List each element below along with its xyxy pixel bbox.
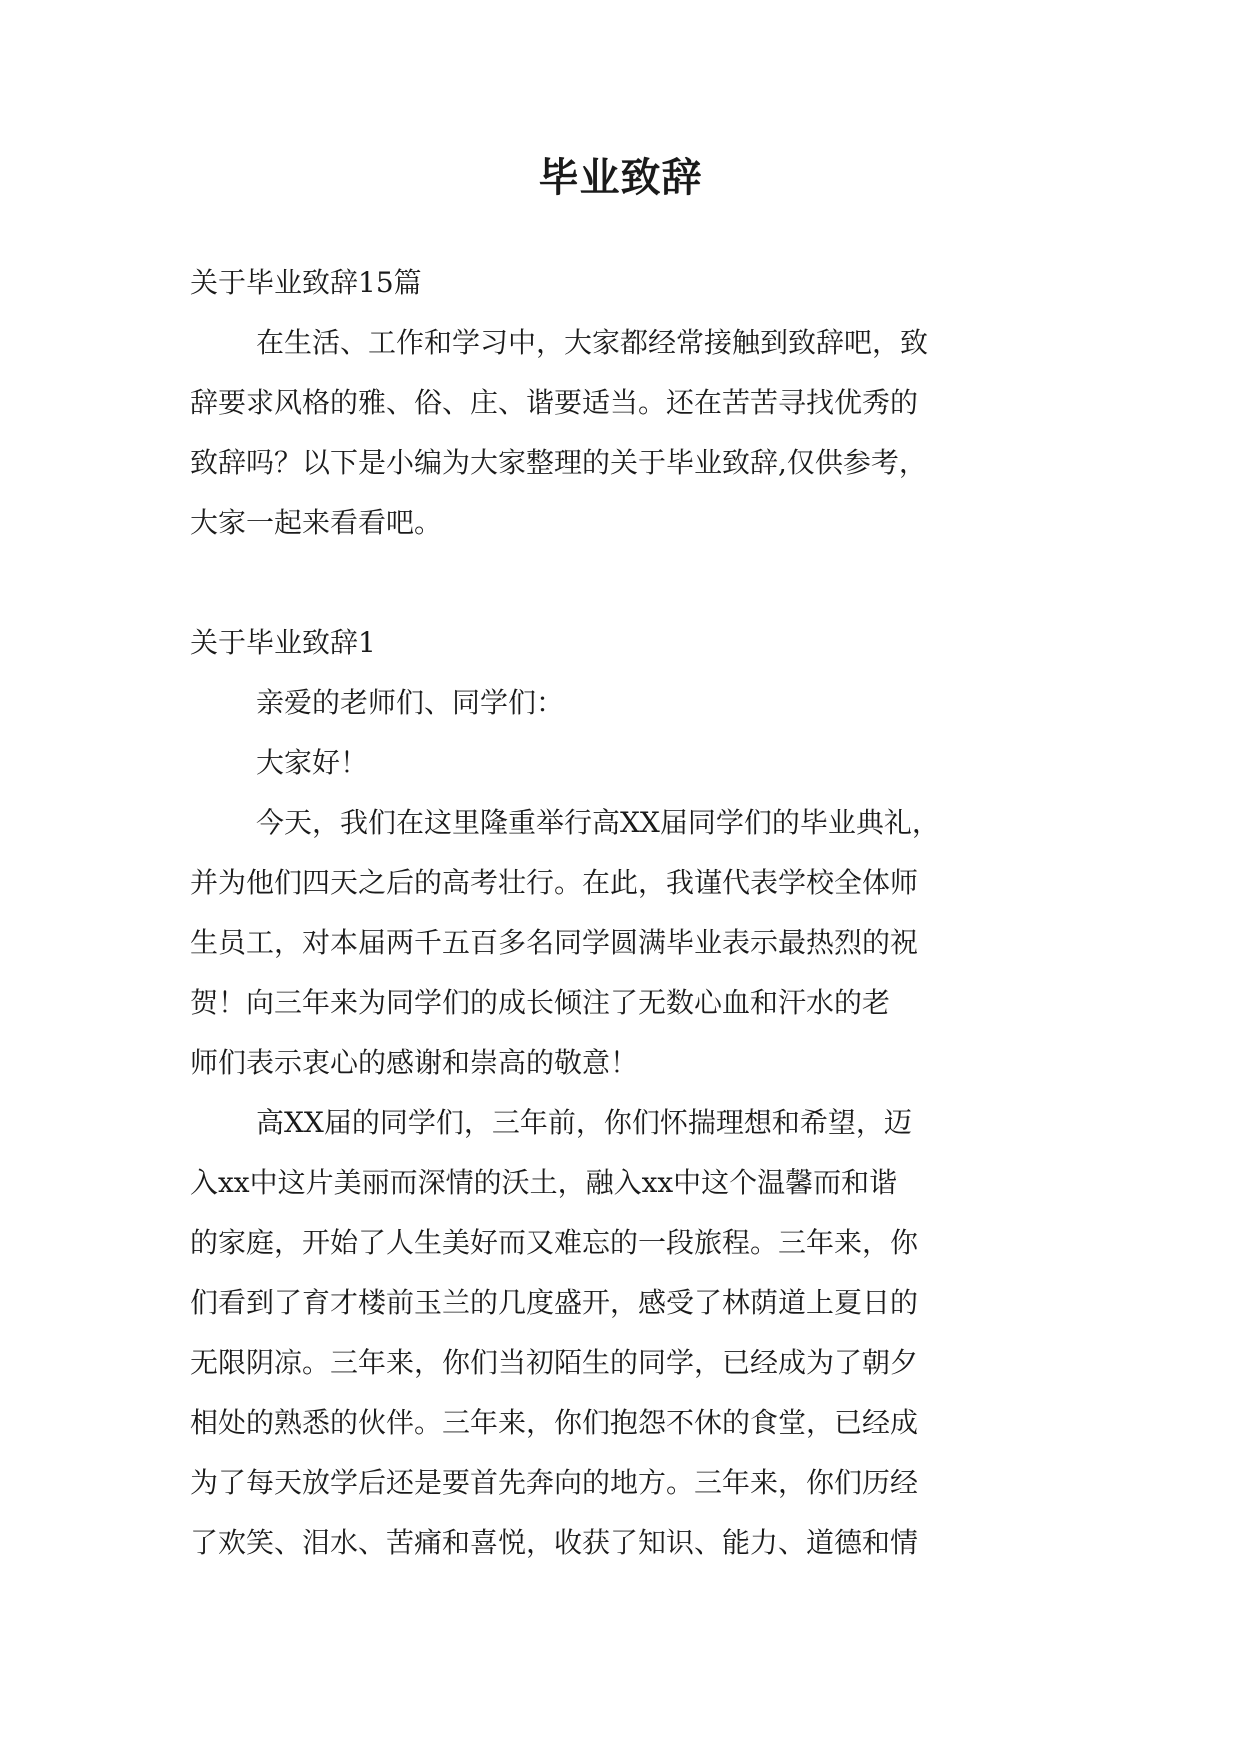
paragraph-line: 为了每天放学后还是要首先奔向的地方。三年来，你们历经 [190, 1466, 919, 1499]
intro-line: 致辞吗？以下是小编为大家整理的关于毕业致辞,仅供参考， [190, 446, 927, 479]
paragraph-line: 无限阴凉。三年来，你们当初陌生的同学，已经成为了朝夕 [190, 1346, 919, 1379]
intro-line: 在生活、工作和学习中，大家都经常接触到致辞吧，致 [256, 326, 929, 359]
section-heading: 关于毕业致辞1 [190, 626, 376, 659]
paragraph-line: 们看到了育才楼前玉兰的几度盛开，感受了林荫道上夏日的 [190, 1286, 919, 1319]
greeting: 大家好！ [256, 746, 369, 779]
document-title: 毕业致辞 [538, 155, 703, 201]
paragraph-line: 相处的熟悉的伙伴。三年来，你们抱怨不休的食堂，已经成 [190, 1406, 919, 1439]
paragraph-line: 的家庭，开始了人生美好而又难忘的一段旅程。三年来，你 [190, 1226, 919, 1259]
main-heading: 关于毕业致辞15篇 [190, 266, 422, 299]
paragraph-line: 贺！向三年来为同学们的成长倾注了无数心血和汗水的老 [190, 986, 891, 1019]
intro-line: 大家一起来看看吧。 [190, 506, 443, 539]
document-body [190, 253, 1050, 1573]
salutation: 亲爱的老师们、同学们： [256, 686, 565, 719]
paragraph-line: 生员工，对本届两千五百多名同学圆满毕业表示最热烈的祝 [190, 926, 919, 959]
blank-line [190, 553, 1050, 613]
paragraph-line: 师们表示衷心的感谢和崇高的敬意！ [190, 1046, 639, 1079]
paragraph-line: 入xx中这片美丽而深情的沃土，融入xx中这个温馨而和谐 [190, 1166, 898, 1199]
paragraph-line: 今天，我们在这里隆重举行高XX届同学们的毕业典礼， [256, 806, 940, 839]
paragraph-line: 高XX届的同学们，三年前，你们怀揣理想和希望，迈 [256, 1106, 912, 1139]
paragraph-line: 并为他们四天之后的高考壮行。在此，我谨代表学校全体师 [190, 866, 919, 899]
paragraph-line: 了欢笑、泪水、苦痛和喜悦，收获了知识、能力、道德和情 [190, 1526, 919, 1559]
intro-line: 辞要求风格的雅、俗、庄、谐要适当。还在苦苦寻找优秀的 [190, 386, 919, 419]
